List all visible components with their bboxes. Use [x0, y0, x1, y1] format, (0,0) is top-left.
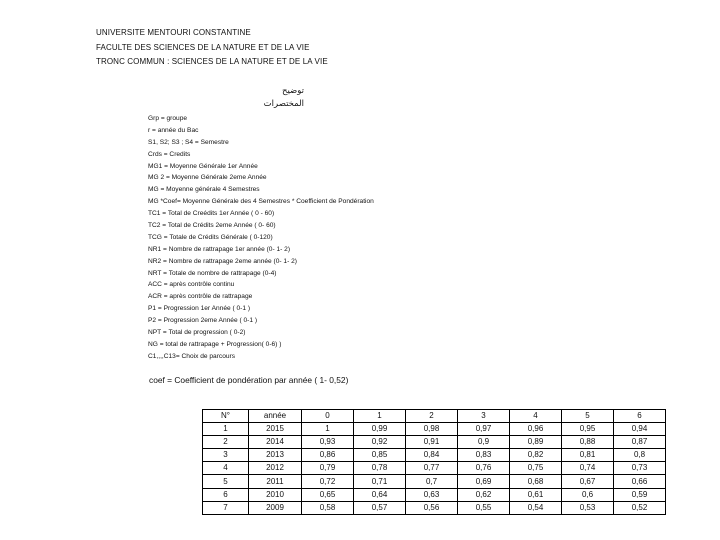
legend-item: TC2 = Total de Crédits 2eme Année ( 0- 60) [148, 222, 276, 230]
table-row [203, 501, 666, 514]
table-cell: 0,84 [406, 449, 458, 462]
table-cell: 0,67 [562, 475, 614, 488]
column-header: 0 [302, 410, 354, 423]
legend-item: NR1 = Nombre de rattrapage 1er année (0- 1- 2) [148, 245, 291, 253]
table-cell: 0,72 [302, 475, 354, 488]
legend-item: ACC = après contrôle continu [148, 281, 235, 289]
table-cell: 1 [302, 423, 354, 436]
legend-item: MG = Moyenne générale 4 Semestres [148, 186, 260, 194]
table-cell: 0,64 [354, 488, 406, 501]
column-header: année [249, 410, 302, 423]
table-row [203, 436, 666, 449]
arabic-title-line-2: المختصرات [263, 99, 304, 109]
table-cell: 0,79 [302, 462, 354, 475]
table-cell: 0,6 [562, 488, 614, 501]
table-row [203, 423, 666, 436]
column-header: 5 [562, 410, 614, 423]
table-cell: 0,8 [614, 449, 666, 462]
coefficient-table [202, 409, 666, 515]
legend-item: S1, S2; S3 ; S4 = Semestre [148, 138, 229, 146]
legend-item: MG *Coef= Moyenne Générale des 4 Semestres * Coefficient de Pondération [148, 198, 374, 206]
table-cell: 0,58 [302, 501, 354, 514]
table-cell: 0,85 [354, 449, 406, 462]
table-cell: 0,88 [562, 436, 614, 449]
legend-item: TCG = Totale de Crédits Générale ( 0-120) [148, 233, 273, 241]
table-cell: 0,77 [406, 462, 458, 475]
table-cell: 0,63 [406, 488, 458, 501]
table-cell: 0,65 [302, 488, 354, 501]
table-cell: 0,74 [562, 462, 614, 475]
table-cell: 0,52 [614, 501, 666, 514]
legend-item: r = année du Bac [148, 126, 199, 134]
table-cell: 0,82 [510, 449, 562, 462]
faculty-name: FACULTE DES SCIENCES DE LA NATURE ET DE LA VIE [96, 43, 310, 52]
table-cell: 0,89 [510, 436, 562, 449]
table-cell: 0,59 [614, 488, 666, 501]
table-cell: 2009 [249, 501, 302, 514]
table-cell: 0,91 [406, 436, 458, 449]
table-cell: 2015 [249, 423, 302, 436]
legend-item: TC1 = Total de Creédits 1er Année ( 0 - 60) [148, 210, 275, 218]
table-cell: 5 [203, 475, 249, 488]
column-header: 3 [458, 410, 510, 423]
table-row [203, 488, 666, 501]
table-cell: 0,54 [510, 501, 562, 514]
table-cell: 0,78 [354, 462, 406, 475]
table-row [203, 475, 666, 488]
table-cell: 0,87 [614, 436, 666, 449]
table-cell: 0,97 [458, 423, 510, 436]
table-cell: 1 [203, 423, 249, 436]
column-header: 2 [406, 410, 458, 423]
column-header: 1 [354, 410, 406, 423]
table-cell: 0,95 [562, 423, 614, 436]
table-cell: 0,81 [562, 449, 614, 462]
coef-definition: coef = Coefficient de pondération par année ( 1- 0,52) [149, 375, 349, 385]
university-name: UNIVERSITE MENTOURI CONSTANTINE [96, 28, 251, 37]
table-cell: 0,57 [354, 501, 406, 514]
program-name: TRONC COMMUN : SCIENCES DE LA NATURE ET DE LA VIE [96, 57, 328, 66]
table-cell: 0,83 [458, 449, 510, 462]
table-cell: 0,69 [458, 475, 510, 488]
table-cell: 3 [203, 449, 249, 462]
legend-item: ACR = après contrôle de rattrapage [148, 293, 253, 301]
abbreviations-legend [148, 113, 374, 363]
table-cell: 2012 [249, 462, 302, 475]
table-row [203, 449, 666, 462]
legend-item: P2 = Progression 2eme Année ( 0-1 ) [148, 317, 258, 325]
legend-item: MG 2 = Moyenne Générale 2eme Année [148, 174, 267, 182]
table-cell: 0,94 [614, 423, 666, 436]
table-cell: 0,76 [458, 462, 510, 475]
arabic-title-line-1: توضيح [281, 86, 304, 96]
column-header: 6 [614, 410, 666, 423]
table-cell: 0,86 [302, 449, 354, 462]
table-cell: 2014 [249, 436, 302, 449]
table-cell: 4 [203, 462, 249, 475]
legend-item: C1,,,,C13= Choix de parcours [148, 352, 236, 360]
column-header: N° [203, 410, 249, 423]
legend-item: MG1 = Moyenne Générale 1er Année [148, 162, 258, 170]
table-cell: 0,93 [302, 436, 354, 449]
table-header-row [203, 410, 666, 423]
table-cell: 6 [203, 488, 249, 501]
legend-item: NPT = Total de progression ( 0-2) [148, 329, 246, 337]
legend-item: NG = total de rattrapage + Progression( 0-6) ) [148, 340, 282, 348]
table-cell: 2010 [249, 488, 302, 501]
table-cell: 0,62 [458, 488, 510, 501]
table-cell: 2013 [249, 449, 302, 462]
table-cell: 0,92 [354, 436, 406, 449]
table-cell: 2011 [249, 475, 302, 488]
table-row [203, 462, 666, 475]
table-cell: 0,99 [354, 423, 406, 436]
legend-item: Grp = groupe [148, 115, 188, 122]
legend-item: P1 = Progression 1er Année ( 0-1 ) [148, 305, 251, 313]
table-cell: 0,7 [406, 475, 458, 488]
table-cell: 2 [203, 436, 249, 449]
table-cell: 0,9 [458, 436, 510, 449]
table-cell: 0,71 [354, 475, 406, 488]
table-cell: 0,53 [562, 501, 614, 514]
table-cell: 0,68 [510, 475, 562, 488]
legend-item: NR2 = Nombre de rattrapage 2eme année (0- 1- 2) [148, 257, 297, 265]
table-cell: 0,98 [406, 423, 458, 436]
table-cell: 0,75 [510, 462, 562, 475]
table-cell: 7 [203, 501, 249, 514]
table-cell: 0,61 [510, 488, 562, 501]
table-cell: 0,55 [458, 501, 510, 514]
legend-item: NRT = Totale de nombre de rattrapage (0-4) [148, 269, 277, 277]
table-cell: 0,66 [614, 475, 666, 488]
legend-item: Crds = Credits [148, 150, 191, 158]
table-cell: 0,96 [510, 423, 562, 436]
column-header: 4 [510, 410, 562, 423]
table-cell: 0,56 [406, 501, 458, 514]
table-cell: 0,73 [614, 462, 666, 475]
